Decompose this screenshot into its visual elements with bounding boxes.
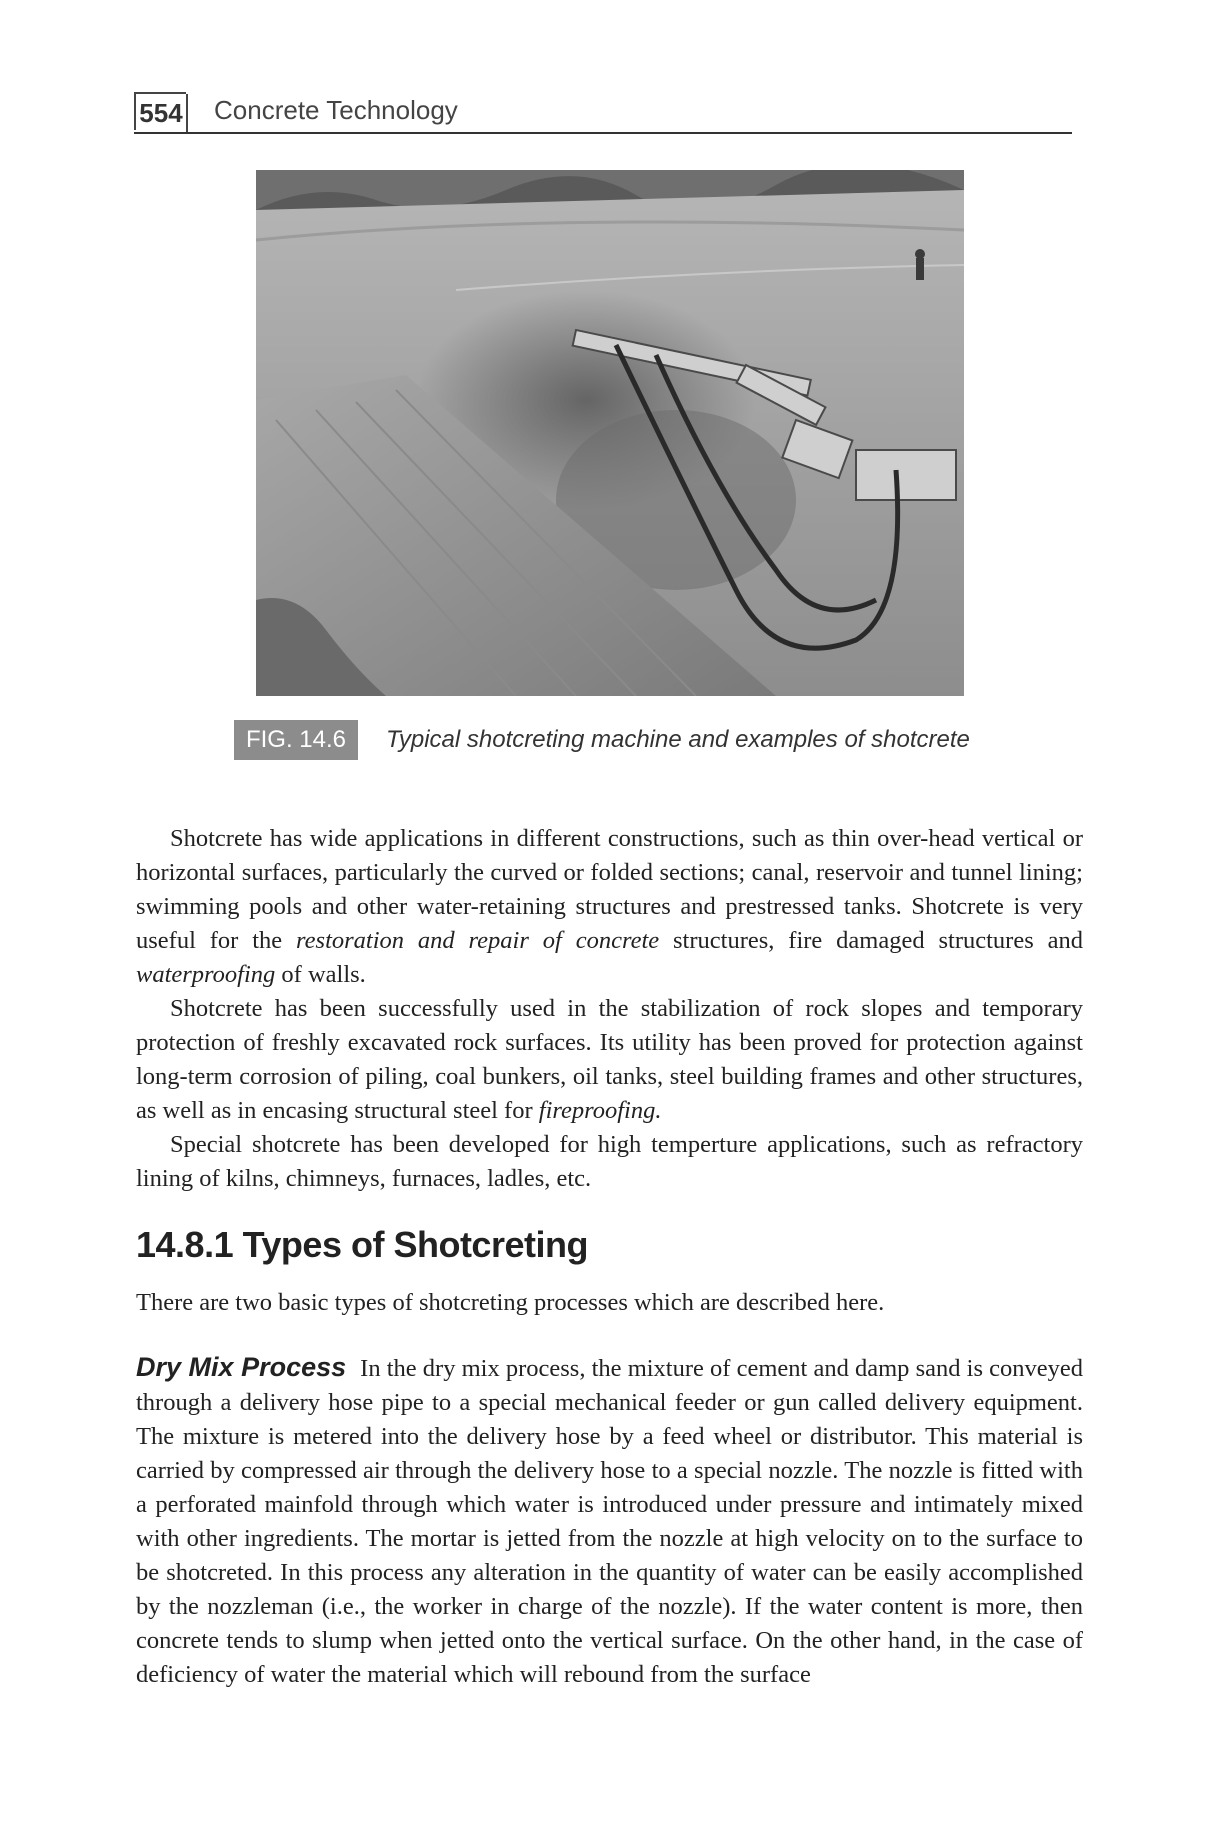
paragraph-intro: There are two basic types of shotcreting processes which are described here. [136,1289,885,1316]
paragraph-applications [136,822,1083,992]
figure-label: FIG. 14.6 [234,720,358,760]
text-segment: of walls. [275,961,366,988]
page-number-divider [186,94,188,132]
page-number: 554 [134,92,186,130]
dry-mix-section [136,1350,1083,1692]
italic-term: waterproofing [136,961,276,988]
shotcreting-machine-photo [256,170,964,696]
paragraph-stabilization [136,992,1083,1128]
italic-term: fireproofing. [538,1097,662,1124]
page-header [134,92,1072,134]
figure-caption: Typical shotcreting machine and examples of shotcrete [386,726,970,753]
paragraph-special [136,1128,1083,1196]
italic-term: restoration and repair of concrete [296,927,660,954]
paragraph-dry-mix [136,1350,1083,1692]
text-segment: Shotcrete has wide applications in different constructions, such as thin over-head vertical or horizontal surfaces, particularly the curved or folded sections; canal, reservoir and tunnel lining; swimming pools and other water-retaining structures and prestressed tanks. Shotcrete is very useful for the [136,825,1083,954]
body-text [136,822,1083,1196]
runin-heading: Dry Mix Process [136,1352,347,1382]
text-segment: In the dry mix process, the mixture of cement and damp sand is conveyed through a delivery hose pipe to a special mechanical feeder or gun called delivery equipment. The mixture is metered into the delivery hose by a feed wheel or distributor. This material is carried by compressed air through the delivery hose to a special nozzle. The nozzle is fitted with a perforated mainfold through which water is introduced under pressure and intimately mixed with other ingredients. The mortar is jetted from the nozzle at high velocity on to the surface to be shotcreted. In this process any alteration in the quantity of water can be easily accomplished by the nozzleman (i.e., the worker in charge of the nozzle). If the water content is more, then concrete tends to slump when jetted onto the vertical surface. On the other hand, in the case of deficiency of water the material which will rebound from the surface [136,1355,1084,1688]
running-title: Concrete Technology [214,95,458,125]
section-heading: 14.8.1 Types of Shotcreting [136,1224,588,1265]
text-segment: Shotcrete has been successfully used in the stabilization of rock slopes and temporary protection of freshly excavated rock surfaces. Its utility has been proved for protection against long-term corrosion of piling, coal bunkers, oil tanks, steel building frames and other structures, as well as in encasing structural steel for [136,995,1083,1124]
photo-illustration [256,170,964,696]
text-segment: Special shotcrete has been developed for high temperture applications, such as refractory lining of kilns, chimneys, furnaces, ladles, etc. [136,1131,1083,1192]
text-segment: structures, fire damaged structures and [659,927,1083,954]
intro-text [136,1286,1083,1320]
